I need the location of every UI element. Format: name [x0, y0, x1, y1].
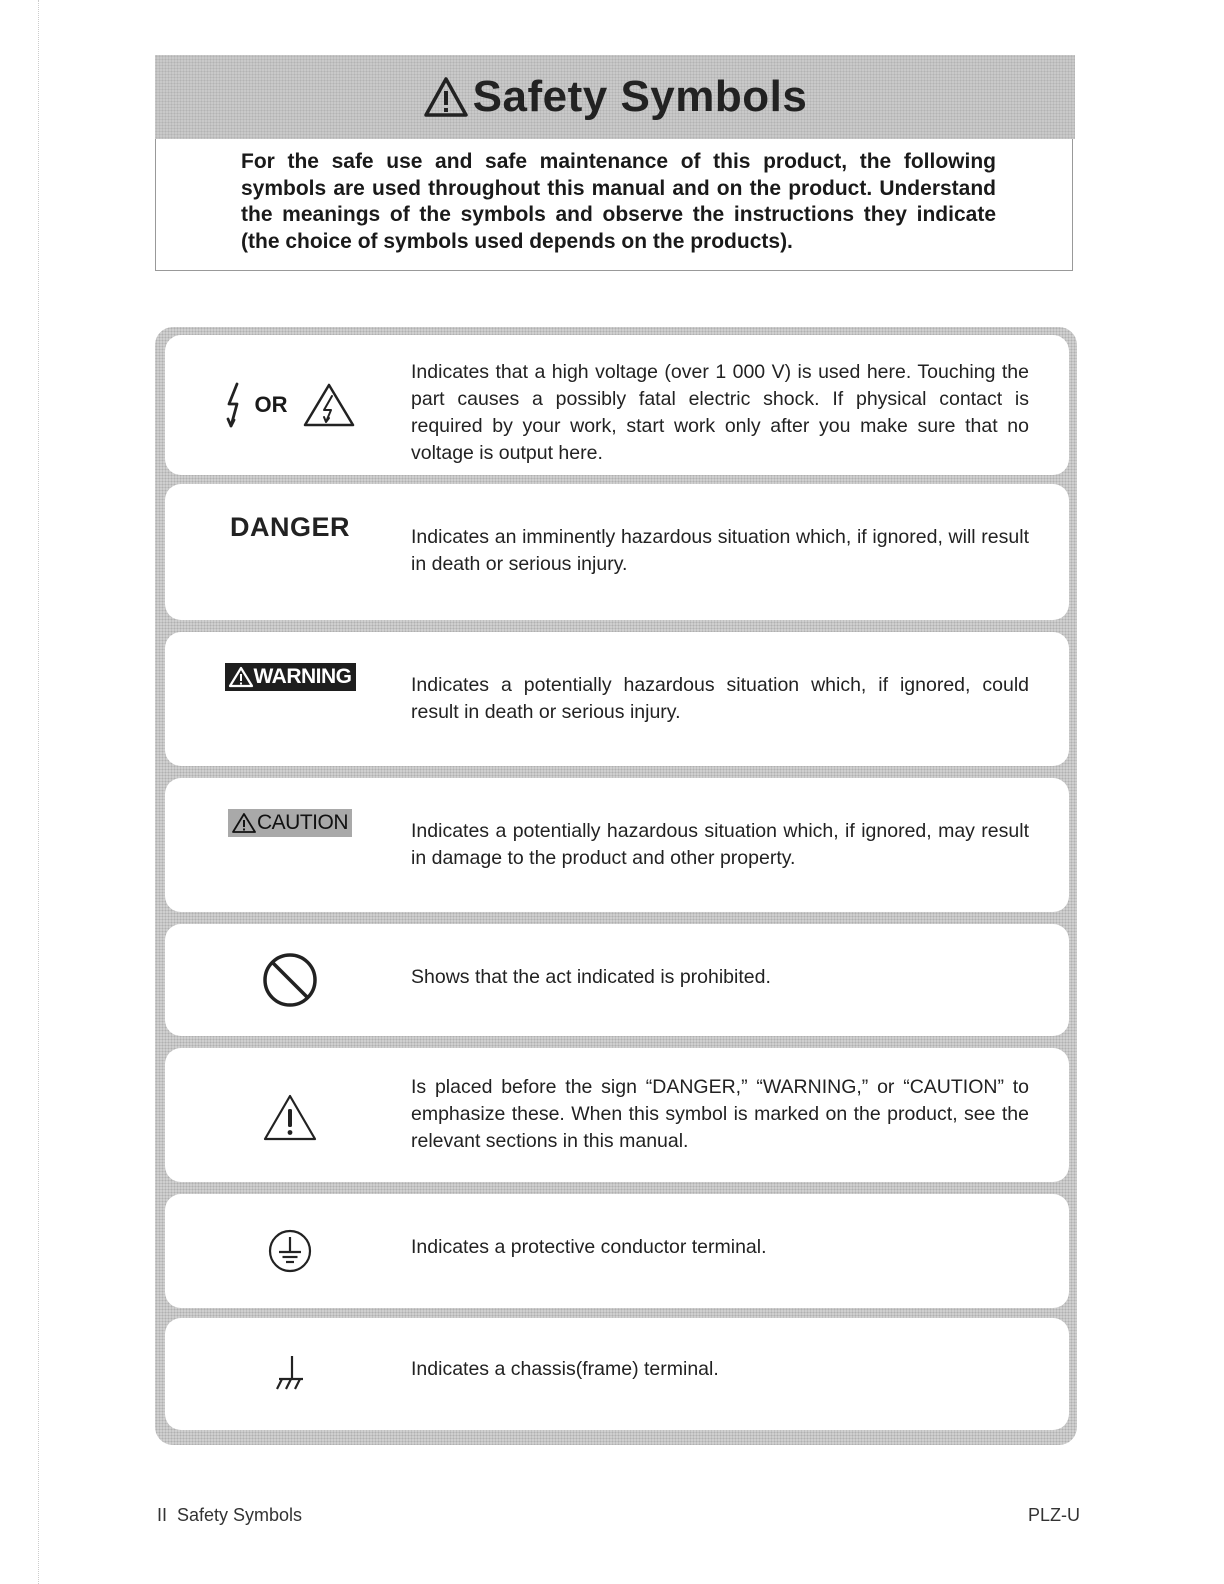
- symbol-row-warning: [165, 632, 1069, 766]
- warning-label: WARNING: [253, 665, 352, 688]
- footer-model-label: PLZ-U: [1028, 1505, 1081, 1525]
- symbol-row-attention: [165, 1048, 1069, 1182]
- protective-earth-icon: [267, 1228, 313, 1274]
- high-voltage-triangle-icon: [302, 382, 356, 428]
- intro-box: [155, 139, 1073, 271]
- symbol-row-chassis: [165, 1318, 1069, 1430]
- protective-conductor-symbol: [165, 1194, 415, 1308]
- warning-description: Indicates a potentially hazardous situation which, if ignored, could result in death or serious injury.: [411, 674, 1029, 723]
- symbol-row-high-voltage: [165, 335, 1069, 475]
- danger-symbol: [165, 484, 415, 570]
- lightning-bolt-icon: [225, 382, 243, 428]
- caution-description: Indicates a potentially hazardous situation which, if ignored, may result in damage to the product and other property.: [411, 820, 1029, 869]
- caution-badge: [228, 809, 352, 837]
- symbol-row-protective-conductor: [165, 1194, 1069, 1308]
- warning-symbol: [165, 632, 415, 722]
- warning-triangle-icon: [228, 666, 254, 688]
- chassis-ground-icon: [270, 1353, 310, 1395]
- caution-label: CAUTION: [257, 811, 348, 834]
- attention-symbol: [165, 1048, 415, 1182]
- intro-text: For the safe use and safe maintenance of this product, the following symbols are used throughout this manual and on the product. Understand the meanings of the symbols and observe the instructions they indicate (the choice of symbols used depends on the products).: [241, 150, 996, 253]
- high-voltage-symbols: [165, 335, 415, 475]
- symbol-row-prohibited: [165, 924, 1069, 1036]
- prohibited-icon: [261, 951, 319, 1009]
- protective-conductor-description: Indicates a protective conductor terminal.: [411, 1236, 767, 1258]
- warning-triangle-icon: [231, 812, 257, 834]
- symbol-row-caution: [165, 778, 1069, 912]
- danger-label: DANGER: [229, 511, 350, 542]
- title-banner: [155, 55, 1075, 139]
- attention-description: Is placed before the sign “DANGER,” “WARNING,” or “CAUTION” to emphasize these. When this symbol is marked on the product, see the relevant sections in this manual.: [411, 1076, 1029, 1152]
- exclamation-triangle-icon: [262, 1093, 318, 1143]
- prohibited-description: Shows that the act indicated is prohibited.: [411, 966, 771, 988]
- prohibited-symbol: [165, 924, 415, 1036]
- warning-badge: [225, 663, 356, 691]
- symbol-row-danger: [165, 484, 1069, 620]
- symbols-panel: [155, 327, 1077, 1445]
- page-margin-line: [38, 0, 40, 1584]
- caution-symbol: [165, 778, 415, 868]
- chassis-symbol: [165, 1318, 415, 1430]
- or-label: OR: [254, 392, 288, 417]
- warning-triangle-icon: [423, 76, 469, 118]
- chassis-description: Indicates a chassis(frame) terminal.: [411, 1358, 719, 1380]
- page-title: [423, 72, 808, 122]
- high-voltage-description: Indicates that a high voltage (over 1 000 V) is used here. Touching the part causes a possibly fatal electric shock. If physical contact is required by your work, start work only after you make sure that no voltage is output here.: [411, 361, 1029, 464]
- danger-description: Indicates an imminently hazardous situation which, if ignored, will result in death or serious injury.: [411, 526, 1029, 575]
- footer-section-label: II Safety Symbols: [157, 1505, 303, 1525]
- page-title-text: Safety Symbols: [472, 72, 808, 121]
